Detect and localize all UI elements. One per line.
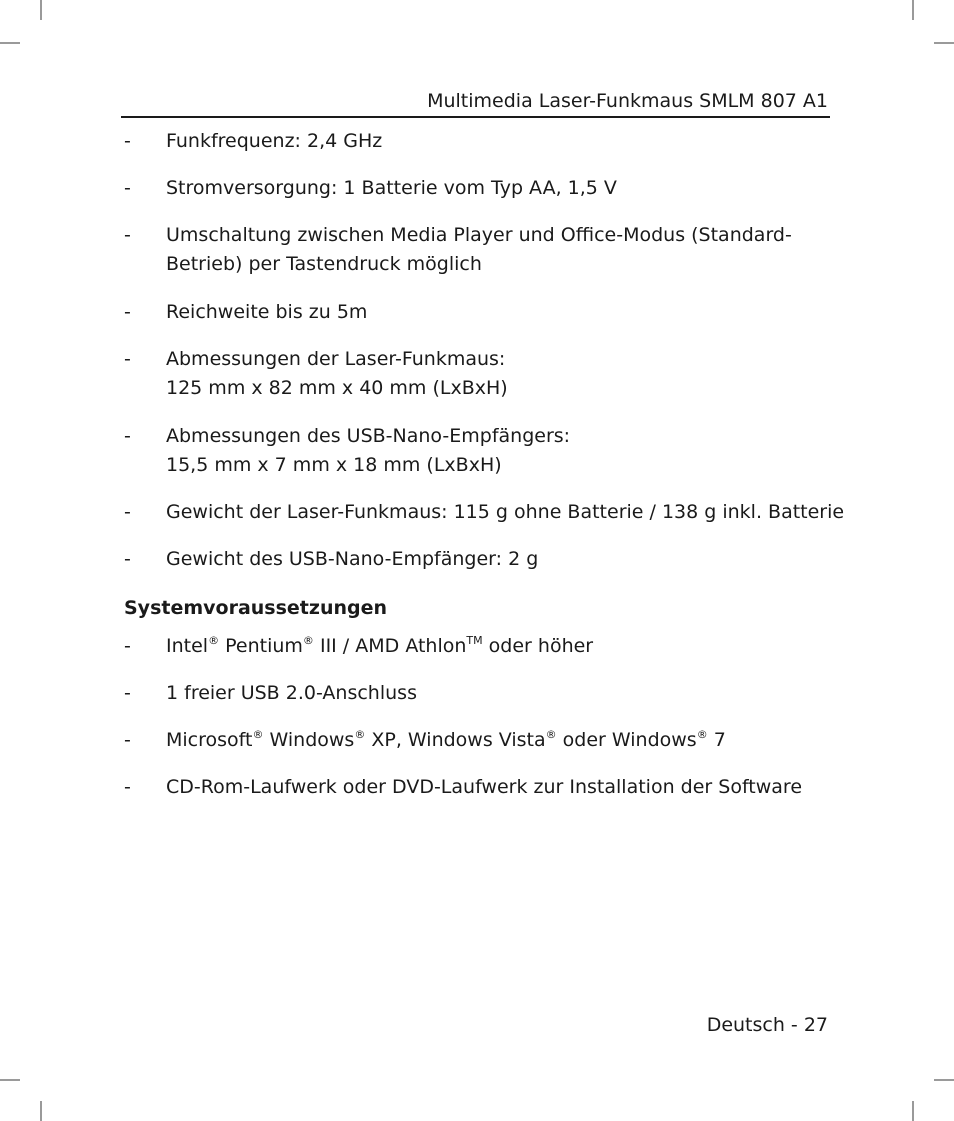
page-header-title: Multimedia Laser-Funkmaus SMLM 807 A1 <box>427 90 828 112</box>
trademark-mark: ® <box>208 633 220 647</box>
spec-text-line: 125 mm x 82 mm x 40 mm (LxBxH) <box>166 377 508 399</box>
trademark-mark: TM <box>466 633 483 647</box>
crop-mark <box>0 1079 20 1081</box>
spec-text-line: Umschaltung zwischen Media Player und Office-Modus (Standard- <box>166 224 792 246</box>
spec-text-line: Gewicht des USB-Nano-Empfänger: 2 g <box>166 548 539 570</box>
spec-text <box>166 422 826 480</box>
crop-mark <box>912 0 914 20</box>
requirement-text-part: Pentium <box>219 635 303 657</box>
trademark-mark: ® <box>696 727 708 741</box>
trademark-mark: ® <box>354 727 366 741</box>
list-bullet: - <box>124 130 131 152</box>
list-bullet: - <box>124 682 131 704</box>
trademark-mark: ® <box>252 727 264 741</box>
requirement-text <box>166 632 826 661</box>
spec-text <box>166 174 826 203</box>
spec-text-line: Stromversorgung: 1 Batterie vom Typ AA, 1,5 V <box>166 177 617 199</box>
spec-text <box>166 498 845 527</box>
spec-text <box>166 345 826 403</box>
requirement-text-part: 1 freier USB 2.0-Anschluss <box>166 682 417 704</box>
list-bullet: - <box>124 425 131 447</box>
list-bullet: - <box>124 177 131 199</box>
spec-text-line: Reichweite bis zu 5m <box>166 301 368 323</box>
requirement-text-part: III / AMD Athlon <box>313 635 467 657</box>
spec-text-line: 15,5 mm x 7 mm x 18 mm (LxBxH) <box>166 454 502 476</box>
requirement-text-part: Windows <box>263 729 355 751</box>
crop-mark <box>40 1101 42 1121</box>
crop-mark <box>934 1079 954 1081</box>
spec-text-line: Funkfrequenz: 2,4 GHz <box>166 130 383 152</box>
spec-text-line: Betrieb) per Tastendruck möglich <box>166 253 482 275</box>
list-bullet: - <box>124 348 131 370</box>
spec-text <box>166 298 826 327</box>
list-bullet: - <box>124 635 131 657</box>
requirement-text-part: 7 <box>707 729 726 751</box>
crop-mark <box>0 42 20 44</box>
list-bullet: - <box>124 548 131 570</box>
spec-text-line: Gewicht der Laser-Funkmaus: 115 g ohne Batterie / 138 g inkl. Batterie <box>166 501 845 523</box>
list-bullet: - <box>124 501 131 523</box>
crop-mark <box>40 0 42 20</box>
spec-text <box>166 221 826 279</box>
header-divider <box>121 116 830 118</box>
requirement-text <box>166 773 826 802</box>
list-bullet: - <box>124 224 131 246</box>
requirement-text-part: oder Windows <box>556 729 697 751</box>
requirements-heading: Systemvoraussetzungen <box>124 597 388 619</box>
requirement-text-part: CD-Rom-Laufwerk oder DVD-Laufwerk zur Installation der Software <box>166 776 803 798</box>
spec-text-line: Abmessungen des USB-Nano-Empfängers: <box>166 425 571 447</box>
trademark-mark: ® <box>302 633 314 647</box>
crop-mark <box>912 1101 914 1121</box>
list-bullet: - <box>124 729 131 751</box>
list-bullet: - <box>124 776 131 798</box>
requirement-text-part: oder höher <box>482 635 594 657</box>
spec-text-line: Abmessungen der Laser-Funkmaus: <box>166 348 506 370</box>
crop-mark <box>934 42 954 44</box>
requirement-text <box>166 679 826 708</box>
requirement-text-part: Intel <box>166 635 209 657</box>
list-bullet: - <box>124 301 131 323</box>
spec-text <box>166 545 826 574</box>
requirement-text-part: Microsoft <box>166 729 253 751</box>
spec-text <box>166 127 826 156</box>
requirement-text <box>166 726 826 755</box>
trademark-mark: ® <box>545 727 557 741</box>
requirement-text-part: XP, Windows Vista <box>365 729 546 751</box>
page-footer: Deutsch - 27 <box>706 1014 828 1036</box>
